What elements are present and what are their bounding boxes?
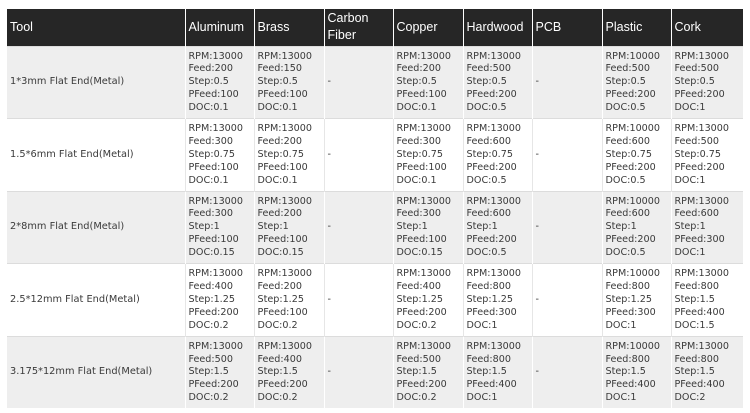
param-line: Feed:500: [466, 63, 511, 75]
param-line: PFeed:100: [396, 234, 447, 246]
param-line: RPM:13000: [396, 123, 451, 135]
param-line: DOC:0.5: [466, 102, 507, 114]
param-cell-cork: [671, 264, 743, 337]
tool-name-cell: 2.5*12mm Flat End(Metal): [7, 264, 185, 337]
param-line: RPM:13000: [674, 195, 729, 207]
param-line: Feed:500: [605, 63, 650, 75]
param-line: Step:1: [674, 221, 706, 233]
param-line: DOC:0.15: [257, 247, 304, 259]
param-line: RPM:13000: [188, 195, 243, 207]
param-cell-plastic: [602, 191, 671, 264]
param-line: Feed:500: [674, 135, 719, 147]
param-line: -: [327, 148, 331, 160]
param-line: Feed:300: [188, 135, 233, 147]
param-line: PFeed:200: [188, 306, 239, 318]
param-line: Feed:500: [674, 63, 719, 75]
param-cell-aluminum: [185, 264, 254, 337]
param-line: RPM:13000: [396, 195, 451, 207]
param-line: Feed:800: [466, 353, 511, 365]
tool-name-cell: 3.175*12mm Flat End(Metal): [7, 336, 185, 408]
param-line: Feed:600: [466, 135, 511, 147]
param-line: Feed:600: [605, 208, 650, 220]
param-line: -: [535, 221, 539, 233]
param-line: Feed:400: [396, 281, 441, 292]
param-line: Feed:300: [396, 208, 441, 220]
param-line: PFeed:300: [466, 306, 517, 318]
param-line: DOC:1: [605, 319, 637, 331]
param-line: Step:1.5: [396, 366, 437, 378]
param-line: DOC:0.5: [605, 247, 646, 259]
param-line: DOC:1: [674, 247, 706, 259]
param-line: RPM:13000: [257, 195, 312, 207]
param-line: PFeed:100: [257, 234, 308, 246]
param-line: Step:0.5: [396, 76, 437, 88]
param-line: Step:0.5: [605, 76, 646, 88]
param-line: Step:1.5: [674, 293, 715, 305]
param-line: Step:1: [188, 221, 220, 233]
param-line: Step:1.25: [188, 293, 235, 305]
param-line: -: [535, 293, 539, 305]
param-line: PFeed:300: [605, 306, 656, 318]
param-line: -: [327, 293, 331, 305]
param-line: RPM:10000: [605, 268, 660, 280]
param-cell-plastic: [602, 336, 671, 408]
param-line: DOC:0.2: [257, 392, 298, 404]
param-line: RPM:13000: [466, 50, 521, 62]
param-line: PFeed:100: [257, 306, 308, 318]
param-line: Step:0.5: [674, 76, 715, 88]
param-line: RPM:10000: [605, 340, 660, 352]
param-line: DOC:0.1: [257, 174, 298, 186]
param-line: Step:0.75: [674, 148, 721, 160]
param-line: DOC:0.1: [257, 102, 298, 114]
param-line: -: [535, 366, 539, 378]
param-line: DOC:0.15: [188, 247, 235, 259]
param-line: Feed:150: [257, 63, 302, 75]
param-line: DOC:1.5: [674, 319, 715, 331]
column-header-aluminum: Aluminum: [185, 9, 254, 46]
param-cell-plastic: [602, 46, 671, 119]
param-line: DOC:0.15: [396, 247, 443, 259]
param-line: PFeed:400: [466, 379, 517, 391]
param-line: Feed:800: [466, 281, 511, 292]
param-cell-carbon-fiber: [324, 191, 393, 264]
param-line: Feed:300: [188, 208, 233, 220]
param-line: RPM:13000: [257, 50, 312, 62]
param-line: RPM:13000: [257, 123, 312, 135]
param-line: PFeed:200: [605, 234, 656, 246]
param-line: -: [327, 221, 331, 233]
param-line: PFeed:200: [396, 379, 447, 391]
param-cell-aluminum: [185, 119, 254, 192]
param-cell-copper: [393, 264, 463, 337]
param-line: Step:1.5: [466, 366, 507, 378]
param-line: RPM:13000: [188, 340, 243, 352]
param-cell-aluminum: [185, 336, 254, 408]
param-line: RPM:13000: [396, 268, 451, 280]
param-line: Feed:300: [396, 135, 441, 147]
table-row: [7, 119, 743, 192]
param-line: Step:1.25: [605, 293, 652, 305]
cutting-parameters-table: [7, 9, 743, 408]
param-cell-aluminum: [185, 46, 254, 119]
param-cell-brass: [254, 119, 324, 192]
param-cell-hardwood: [463, 119, 532, 192]
param-cell-hardwood: [463, 264, 532, 337]
param-line: RPM:13000: [188, 268, 243, 280]
param-line: Feed:600: [674, 208, 719, 220]
param-cell-cork: [671, 336, 743, 408]
param-line: RPM:13000: [674, 50, 729, 62]
column-header-hardwood: Hardwood: [463, 9, 532, 46]
param-line: DOC:0.5: [466, 247, 507, 259]
table-row: [7, 264, 743, 337]
param-cell-pcb: [532, 119, 602, 192]
param-line: Step:1.25: [396, 293, 443, 305]
param-line: Step:0.5: [257, 76, 298, 88]
param-line: DOC:0.2: [257, 319, 298, 331]
param-line: Feed:200: [257, 135, 302, 147]
param-line: -: [535, 76, 539, 88]
param-line: DOC:0.1: [396, 102, 437, 114]
param-line: DOC:0.2: [188, 392, 229, 404]
param-line: PFeed:100: [257, 89, 308, 101]
param-line: RPM:13000: [396, 340, 451, 352]
param-line: DOC:0.5: [466, 174, 507, 186]
param-line: -: [535, 148, 539, 160]
param-line: PFeed:200: [188, 379, 239, 391]
param-line: DOC:1: [674, 174, 706, 186]
param-line: Feed:200: [396, 63, 441, 75]
param-line: PFeed:200: [396, 306, 447, 318]
param-cell-pcb: [532, 336, 602, 408]
param-line: RPM:13000: [674, 340, 729, 352]
param-line: PFeed:100: [396, 89, 447, 101]
param-line: Step:0.5: [466, 76, 507, 88]
table-body: [7, 46, 743, 408]
param-line: Step:1.5: [674, 366, 715, 378]
param-line: PFeed:200: [674, 161, 725, 173]
param-line: PFeed:200: [605, 161, 656, 173]
param-line: -: [327, 76, 331, 88]
param-line: PFeed:100: [188, 234, 239, 246]
param-cell-copper: [393, 336, 463, 408]
param-line: Feed:200: [188, 63, 233, 75]
param-line: DOC:0.2: [396, 319, 437, 331]
column-header-carbon-fiber: Carbon Fiber: [324, 9, 393, 46]
param-cell-brass: [254, 264, 324, 337]
param-cell-carbon-fiber: [324, 336, 393, 408]
param-line: Feed:200: [257, 208, 302, 220]
param-line: RPM:13000: [466, 195, 521, 207]
param-line: Feed:600: [466, 208, 511, 220]
param-line: Step:0.75: [605, 148, 652, 160]
tool-name-cell: 2*8mm Flat End(Metal): [7, 191, 185, 264]
param-line: Feed:200: [257, 281, 302, 292]
param-line: DOC:1: [466, 319, 498, 331]
param-line: RPM:13000: [466, 123, 521, 135]
param-line: DOC:0.5: [605, 102, 646, 114]
param-line: Step:1.25: [466, 293, 513, 305]
param-line: PFeed:200: [605, 89, 656, 101]
param-line: Step:1: [466, 221, 498, 233]
tool-name-cell: 1.5*6mm Flat End(Metal): [7, 119, 185, 192]
param-cell-aluminum: [185, 191, 254, 264]
param-line: PFeed:300: [674, 234, 725, 246]
column-header-tool: Tool: [7, 9, 185, 46]
param-line: PFeed:100: [188, 89, 239, 101]
column-header-brass: Brass: [254, 9, 324, 46]
param-cell-hardwood: [463, 336, 532, 408]
param-line: DOC:0.2: [188, 319, 229, 331]
param-line: DOC:2: [674, 392, 706, 404]
param-line: RPM:13000: [674, 123, 729, 135]
parameters-table-container: [7, 9, 743, 408]
param-line: Step:1: [257, 221, 289, 233]
param-line: Feed:500: [188, 353, 233, 365]
param-line: Feed:800: [674, 281, 719, 292]
param-cell-brass: [254, 191, 324, 264]
param-line: DOC:1: [605, 392, 637, 404]
param-line: Feed:800: [674, 353, 719, 365]
column-header-pcb: PCB: [532, 9, 602, 46]
param-cell-hardwood: [463, 46, 532, 119]
table-row: [7, 336, 743, 408]
param-cell-plastic: [602, 264, 671, 337]
column-header-cork: Cork: [671, 9, 743, 46]
param-cell-brass: [254, 336, 324, 408]
param-cell-cork: [671, 46, 743, 119]
param-line: DOC:0.1: [188, 102, 229, 114]
param-line: RPM:13000: [674, 268, 729, 280]
column-header-plastic: Plastic: [602, 9, 671, 46]
param-cell-pcb: [532, 46, 602, 119]
param-line: -: [327, 366, 331, 378]
table-row: [7, 46, 743, 119]
tool-name-cell: 1*3mm Flat End(Metal): [7, 46, 185, 119]
param-line: PFeed:200: [466, 161, 517, 173]
param-line: PFeed:200: [674, 89, 725, 101]
param-line: DOC:0.5: [605, 174, 646, 186]
param-cell-brass: [254, 46, 324, 119]
param-line: Step:1: [396, 221, 428, 233]
param-cell-hardwood: [463, 191, 532, 264]
param-line: RPM:13000: [188, 123, 243, 135]
param-line: PFeed:400: [674, 379, 725, 391]
param-line: RPM:13000: [466, 340, 521, 352]
param-line: Step:0.75: [257, 148, 304, 160]
param-cell-carbon-fiber: [324, 264, 393, 337]
param-line: Step:1.25: [257, 293, 304, 305]
param-line: RPM:13000: [188, 50, 243, 62]
param-line: RPM:10000: [605, 50, 660, 62]
param-line: DOC:1: [674, 102, 706, 114]
param-line: RPM:13000: [257, 340, 312, 352]
param-line: RPM:10000: [605, 195, 660, 207]
param-line: PFeed:200: [466, 234, 517, 246]
param-line: Feed:600: [605, 135, 650, 147]
param-line: Step:0.75: [466, 148, 513, 160]
param-cell-cork: [671, 119, 743, 192]
param-line: PFeed:400: [674, 306, 725, 318]
header-row: [7, 9, 743, 46]
param-cell-cork: [671, 191, 743, 264]
param-line: Step:0.75: [188, 148, 235, 160]
param-line: Feed:500: [396, 353, 441, 365]
param-line: DOC:0.1: [188, 174, 229, 186]
param-line: PFeed:100: [396, 161, 447, 173]
param-line: PFeed:200: [257, 379, 308, 391]
param-cell-copper: [393, 191, 463, 264]
param-cell-pcb: [532, 264, 602, 337]
param-line: Step:0.5: [188, 76, 229, 88]
param-line: DOC:0.1: [396, 174, 437, 186]
param-line: Feed:800: [605, 281, 650, 292]
param-line: PFeed:100: [188, 161, 239, 173]
table-row: [7, 191, 743, 264]
param-line: Feed:400: [257, 353, 302, 365]
param-line: Step:1.5: [188, 366, 229, 378]
param-line: PFeed:200: [466, 89, 517, 101]
param-line: RPM:10000: [605, 123, 660, 135]
param-line: Step:1: [605, 221, 637, 233]
param-cell-plastic: [602, 119, 671, 192]
param-line: Feed:800: [605, 353, 650, 365]
param-line: Step:1.5: [605, 366, 646, 378]
param-line: RPM:13000: [396, 50, 451, 62]
param-cell-pcb: [532, 191, 602, 264]
param-line: DOC:1: [466, 392, 498, 404]
param-cell-carbon-fiber: [324, 119, 393, 192]
param-line: PFeed:400: [605, 379, 656, 391]
param-line: RPM:13000: [257, 268, 312, 280]
param-cell-carbon-fiber: [324, 46, 393, 119]
param-cell-copper: [393, 119, 463, 192]
param-line: DOC:0.2: [396, 392, 437, 404]
param-line: PFeed:100: [257, 161, 308, 173]
param-line: Step:0.75: [396, 148, 443, 160]
param-line: Feed:400: [188, 281, 233, 292]
param-line: RPM:13000: [466, 268, 521, 280]
column-header-copper: Copper: [393, 9, 463, 46]
param-line: Step:1.5: [257, 366, 298, 378]
param-cell-copper: [393, 46, 463, 119]
